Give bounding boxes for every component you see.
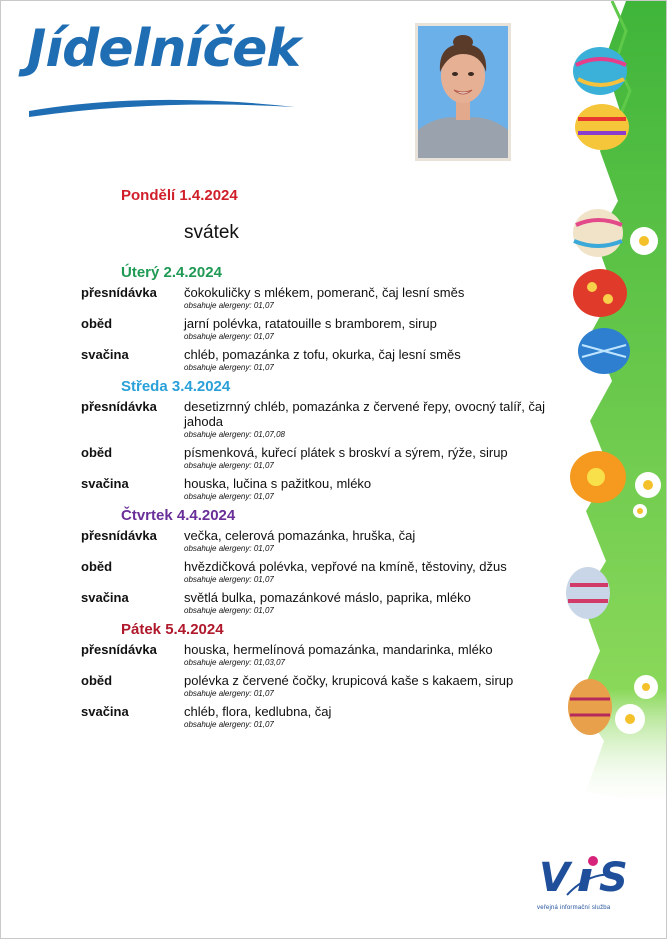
meal-row (81, 399, 561, 439)
day-friday (81, 621, 561, 729)
egg-icon (573, 269, 627, 317)
meal-row (81, 642, 561, 667)
meal-description: chléb, pomazánka z tofu, okurka, čaj lesní směs (184, 347, 461, 362)
day-thursday (81, 507, 561, 615)
egg-icon (570, 451, 626, 503)
logo-swoosh-icon (27, 89, 297, 119)
meal-description: písmenková, kuřecí plátek s broskví a sýrem, rýže, sirup (184, 445, 508, 460)
meal-allergens: obsahuje alergeny: 01,07 (184, 689, 274, 698)
meal-description: hvězdičková polévka, vepřové na kmíně, těstoviny, džus (184, 559, 507, 574)
meal-allergens: obsahuje alergeny: 01,07 (184, 363, 274, 372)
meal-allergens: obsahuje alergeny: 01,07 (184, 461, 274, 470)
meal-allergens: obsahuje alergeny: 01,07 (184, 720, 274, 729)
day-title: Pátek 5.4.2024 (121, 621, 224, 638)
meal-name: oběd (81, 316, 113, 331)
meal-name: svačina (81, 347, 129, 362)
vis-subtitle: veřejná informační služba (537, 905, 611, 911)
svg-text:S: S (599, 855, 628, 901)
meal-name: přesnídávka (81, 642, 157, 657)
meal-name: přesnídávka (81, 528, 157, 543)
meal-allergens: obsahuje alergeny: 01,07,08 (184, 430, 285, 439)
day-tuesday (81, 264, 561, 372)
meal-description: světlá bulka, pomazánkové máslo, paprika, mléko (184, 590, 471, 605)
meal-row (81, 445, 561, 470)
meal-row (81, 347, 561, 372)
flower-icon (633, 504, 647, 518)
meal-name: přesnídávka (81, 285, 157, 300)
meal-allergens: obsahuje alergeny: 01,07 (184, 332, 274, 341)
vis-logo-icon (537, 849, 637, 905)
meal-name: svačina (81, 476, 129, 491)
egg-icon (575, 104, 629, 150)
egg-icon (573, 209, 623, 257)
flower-icon (615, 704, 645, 734)
day-title: Čtvrtek 4.4.2024 (121, 507, 236, 524)
easter-decoration (556, 1, 667, 811)
meal-allergens: obsahuje alergeny: 01,07 (184, 606, 274, 615)
meal-name: oběd (81, 445, 113, 460)
flower-icon (635, 472, 661, 498)
meal-name: svačina (81, 590, 129, 605)
meal-name: přesnídávka (81, 399, 157, 414)
page-title: Jídelníček (27, 19, 301, 79)
meal-name: svačina (81, 704, 129, 719)
meal-name: oběd (81, 673, 113, 688)
flower-icon (634, 675, 658, 699)
day-wednesday (81, 378, 561, 501)
meal-row (81, 316, 561, 341)
egg-icon (566, 567, 610, 619)
meal-description: jarní polévka, ratatouille s bramborem, sirup (184, 316, 437, 331)
staff-photo (415, 23, 511, 161)
meal-row (81, 528, 561, 553)
egg-icon (578, 328, 630, 374)
day-title: Pondělí 1.4.2024 (121, 187, 238, 204)
egg-icon (573, 47, 627, 95)
vis-logo (537, 849, 637, 914)
meal-allergens: obsahuje alergeny: 01,07 (184, 575, 274, 584)
holiday-note: svátek (184, 222, 239, 243)
meal-row (81, 673, 561, 698)
day-monday (81, 187, 561, 244)
day-title: Úterý 2.4.2024 (121, 264, 222, 281)
meal-description: čokokuličky s mlékem, pomeranč, čaj lesní směs (184, 285, 465, 300)
jidelnicek-logo (27, 19, 307, 119)
meal-description: desetizrnný chléb, pomazánka z červené řepy, ovocný talíř, čaj jahoda (184, 399, 546, 429)
meal-description: houska, hermelínová pomazánka, mandarinka, mléko (184, 642, 493, 657)
egg-icon (568, 679, 612, 735)
meal-name: oběd (81, 559, 113, 574)
svg-text:V: V (539, 855, 570, 901)
weekly-menu (81, 187, 561, 735)
meal-row (81, 559, 561, 584)
meal-row (81, 476, 561, 501)
meal-description: večka, celerová pomazánka, hruška, čaj (184, 528, 416, 543)
meal-allergens: obsahuje alergeny: 01,07 (184, 492, 274, 501)
meal-allergens: obsahuje alergeny: 01,07 (184, 544, 274, 553)
meal-row (81, 704, 561, 729)
meal-allergens: obsahuje alergeny: 01,07 (184, 301, 274, 310)
meal-description: polévka z červené čočky, krupicová kaše s kakaem, sirup (184, 673, 514, 688)
meal-description: houska, lučina s pažitkou, mléko (184, 476, 372, 491)
meal-allergens: obsahuje alergeny: 01,03,07 (184, 658, 285, 667)
meal-description: chléb, flora, kedlubna, čaj (184, 704, 332, 719)
meal-row (81, 590, 561, 615)
day-title: Středa 3.4.2024 (121, 378, 231, 395)
meal-row (81, 285, 561, 310)
flower-icon (630, 227, 658, 255)
